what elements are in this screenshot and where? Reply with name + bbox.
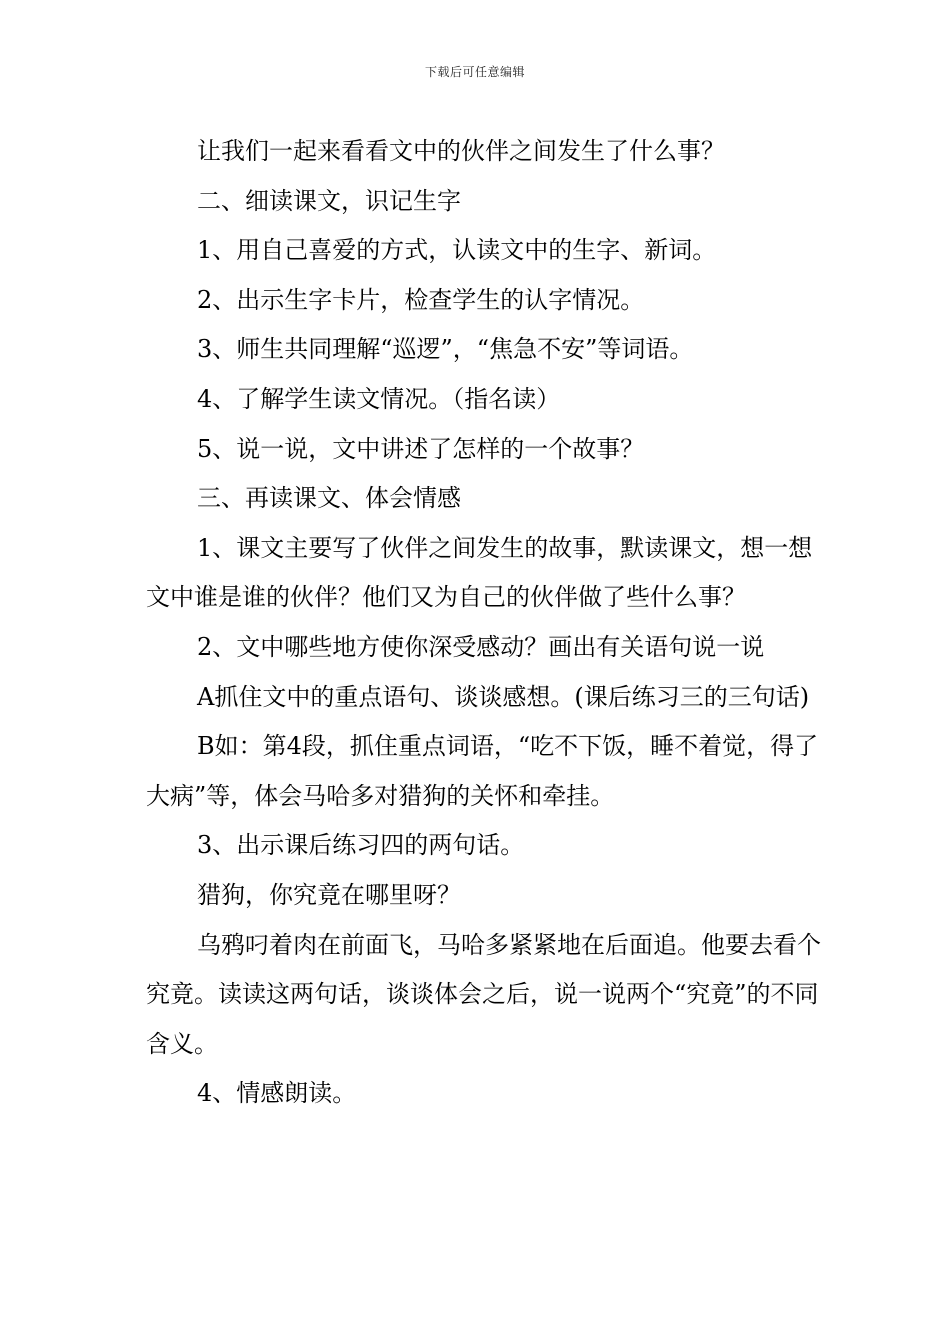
- list-item: 4、情感朗读。: [197, 1079, 357, 1108]
- list-item: 2、文中哪些地方使你深受感动？画出有关语句说一说: [197, 632, 765, 661]
- page-header: 下载后可任意编辑: [424, 65, 525, 79]
- list-item: 2、出示生字卡片，检查学生的认字情况。: [197, 285, 645, 314]
- document-body: [146, 127, 828, 1119]
- quoted-sentence: 猎狗，你究竟在哪里呀？: [197, 880, 461, 909]
- list-item: 1、用自己喜爱的方式，认读文中的生字、新词。: [197, 236, 717, 265]
- list-item: 4、了解学生读文情况。（指名读）: [197, 384, 561, 413]
- section-heading-3: 三、再读课文、体会情感: [197, 484, 461, 513]
- sub-item-b: B如：第4段，抓住重点词语，“吃不下饭，睡不着觉，得了大病”等，体会马哈多对猎狗的关怀和牵挂。: [146, 732, 819, 810]
- list-item: 1、课文主要写了伙伴之间发生的故事，默读课文，想一想文中谁是谁的伙伴？他们又为自己的伙伴做了些什么事？: [146, 533, 813, 612]
- list-item: 3、出示课后练习四的两句话。: [197, 831, 525, 860]
- quoted-sentence: 乌鸦叼着肉在前面飞，马哈多紧紧地在后面追。他要去看个究竟。读读这两句话，谈谈体会之后，说一说两个“究竟”的不同含义。: [146, 930, 821, 1058]
- paragraph-intro: 让我们一起来看看文中的伙伴之间发生了什么事？: [197, 137, 725, 165]
- list-item: 3、师生共同理解“巡逻”，“焦急不安”等词语。: [197, 335, 694, 364]
- sub-item-a: A抓住文中的重点语句、谈谈感想。(课后练习三的三句话): [197, 682, 810, 711]
- list-item: 5、说一说，文中讲述了怎样的一个故事？: [197, 434, 645, 463]
- section-heading-2: 二、细读课文，识记生字: [197, 186, 461, 215]
